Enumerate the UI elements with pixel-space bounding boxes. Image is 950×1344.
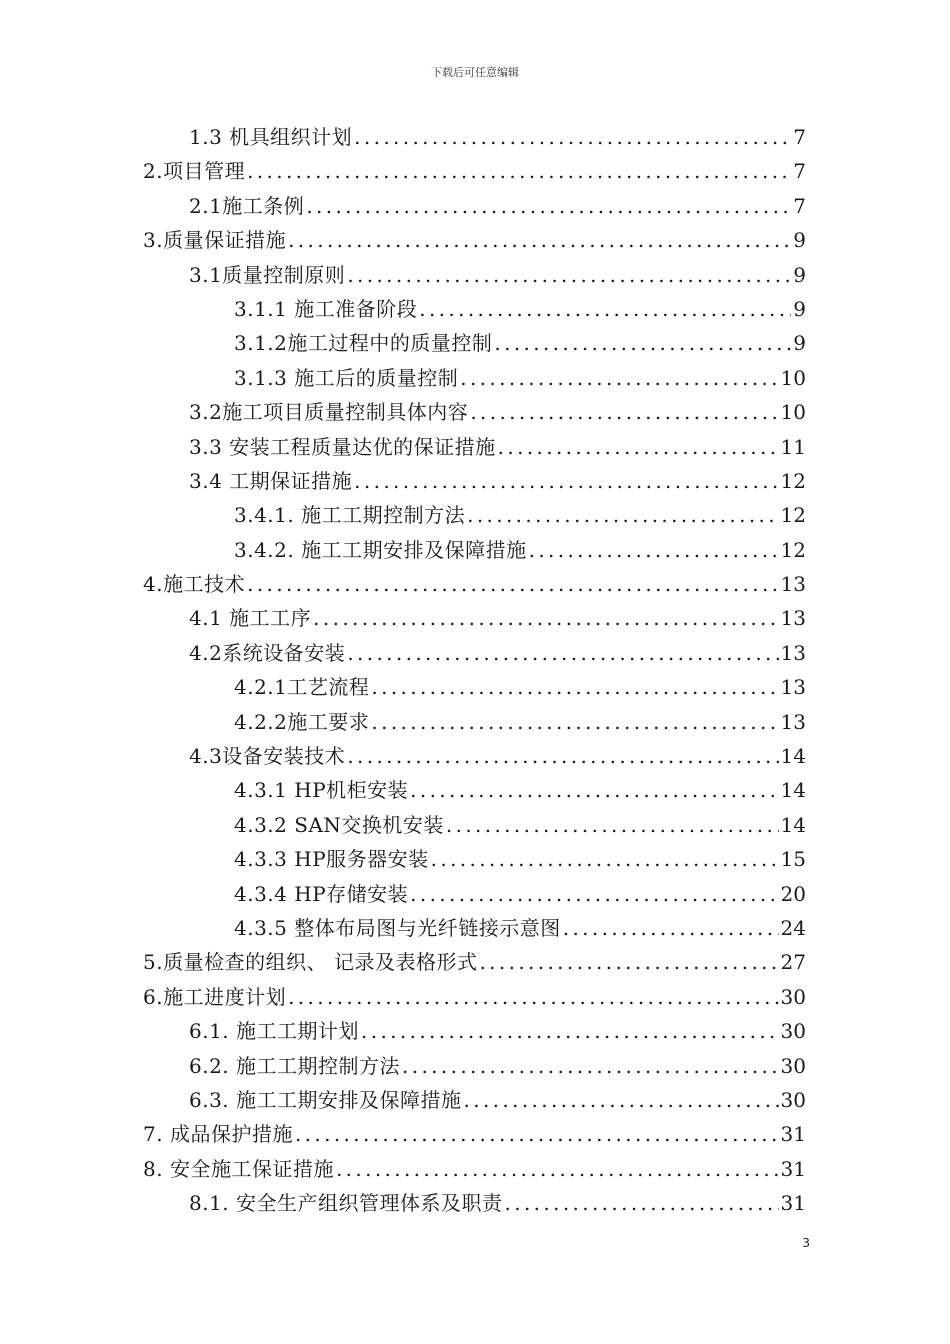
toc-entry-title: 3.4.2. 施工工期安排及保障措施: [234, 537, 527, 562]
toc-dot-leader: [306, 189, 791, 223]
toc-entry[interactable]: [143, 705, 806, 739]
toc-entry[interactable]: [143, 1049, 806, 1083]
toc-entry-page: 10: [780, 400, 806, 425]
toc-entry-page: 24: [780, 915, 806, 940]
toc-entry[interactable]: [143, 808, 806, 842]
toc-dot-leader: [402, 1049, 779, 1083]
toc-dot-leader: [467, 498, 778, 532]
toc-entry[interactable]: [143, 361, 806, 395]
toc-entry[interactable]: [143, 464, 806, 498]
toc-entry[interactable]: [143, 1014, 806, 1048]
toc-entry-title: 4.3设备安装技术: [189, 744, 346, 769]
toc-dot-leader: [470, 395, 778, 429]
toc-entry-title: 4.2系统设备安装: [189, 640, 346, 665]
toc-entry-page: 7: [793, 159, 806, 184]
toc-entry-title: 3.4.1. 施工工期控制方法: [234, 503, 466, 528]
toc-dot-leader: [288, 980, 778, 1014]
toc-entry-title: 7. 成品保护措施: [143, 1122, 293, 1147]
toc-entry-title: 3.1.2施工过程中的质量控制: [234, 331, 493, 356]
toc-entry-title: 4.1 施工工序: [189, 606, 312, 631]
toc-entry-title: 3.4 工期保证措施: [189, 468, 353, 493]
toc-entry[interactable]: [143, 430, 806, 464]
toc-dot-leader: [505, 1186, 779, 1220]
toc-entry[interactable]: [143, 223, 806, 257]
toc-entry-page: 14: [780, 744, 806, 769]
toc-entry-page: 31: [780, 1191, 806, 1216]
toc-entry-page: 13: [780, 640, 806, 665]
toc-entry-page: 30: [780, 1019, 806, 1044]
toc-entry[interactable]: [143, 945, 806, 979]
toc-entry[interactable]: [143, 773, 806, 807]
toc-entry[interactable]: [143, 842, 806, 876]
toc-entry-page: 7: [793, 193, 806, 218]
toc-entry-title: 4.施工技术: [143, 572, 246, 597]
toc-entry-title: 4.2.1工艺流程: [234, 675, 370, 700]
toc-entry-title: 4.3.2 SAN交换机安装: [234, 812, 444, 837]
toc-dot-leader: [563, 911, 779, 945]
toc-dot-leader: [446, 808, 779, 842]
toc-dot-leader: [247, 154, 791, 188]
toc-entry[interactable]: [143, 1152, 806, 1186]
toc-entry-page: 13: [780, 675, 806, 700]
toc-dot-leader: [410, 877, 778, 911]
toc-entry-title: 2.1施工条例: [189, 193, 305, 218]
toc-entry-page: 9: [793, 228, 806, 253]
toc-entry-page: 10: [780, 365, 806, 390]
toc-entry[interactable]: [143, 670, 806, 704]
toc-dot-leader: [288, 223, 791, 257]
toc-entry-page: 14: [780, 778, 806, 803]
toc-entry-page: 12: [780, 503, 806, 528]
toc-dot-leader: [336, 1152, 779, 1186]
toc-entry-title: 4.3.5 整体布局图与光纤链接示意图: [234, 915, 561, 940]
toc-entry[interactable]: [143, 567, 806, 601]
page-number: 3: [802, 1236, 810, 1250]
toc-entry-title: 6.2. 施工工期控制方法: [189, 1053, 401, 1078]
toc-entry[interactable]: [143, 1186, 806, 1220]
toc-entry[interactable]: [143, 877, 806, 911]
toc-dot-leader: [295, 1117, 779, 1151]
toc-dot-leader: [371, 670, 778, 704]
toc-dot-leader: [479, 945, 778, 979]
toc-entry-page: 11: [780, 434, 806, 459]
toc-dot-leader: [431, 842, 779, 876]
toc-dot-leader: [494, 326, 791, 360]
toc-entry-title: 4.3.1 HP机柜安装: [234, 778, 409, 803]
toc-dot-leader: [498, 430, 779, 464]
toc-dot-leader: [354, 120, 791, 154]
toc-entry[interactable]: [143, 1117, 806, 1151]
toc-entry-page: 7: [793, 125, 806, 149]
toc-dot-leader: [529, 533, 779, 567]
toc-entry-title: 3.1.1 施工准备阶段: [234, 296, 418, 321]
toc-entry[interactable]: [143, 498, 806, 532]
toc-dot-leader: [354, 464, 778, 498]
toc-entry-title: 3.3 安装工程质量达优的保证措施: [189, 434, 496, 459]
toc-dot-leader: [419, 292, 791, 326]
toc-entry-page: 30: [780, 984, 806, 1009]
toc-entry[interactable]: [143, 395, 806, 429]
toc-entry-page: 13: [780, 572, 806, 597]
toc-entry-page: 9: [793, 331, 806, 356]
toc-entry[interactable]: [143, 120, 806, 154]
toc-entry-page: 30: [780, 1053, 806, 1078]
toc-dot-leader: [313, 601, 778, 635]
toc-entry-title: 4.3.4 HP存储安装: [234, 881, 409, 906]
toc-entry-title: 6.3. 施工工期安排及保障措施: [189, 1087, 462, 1112]
toc-entry-title: 3.2施工项目质量控制具体内容: [189, 400, 469, 425]
toc-dot-leader: [460, 361, 778, 395]
toc-entry-title: 3.1质量控制原则: [189, 262, 346, 287]
toc-entry[interactable]: [143, 636, 806, 670]
toc-entry-page: 30: [780, 1087, 806, 1112]
toc-entry[interactable]: [143, 189, 806, 223]
toc-entry[interactable]: [143, 258, 806, 292]
toc-entry[interactable]: [143, 1083, 806, 1117]
toc-dot-leader: [347, 636, 778, 670]
toc-dot-leader: [247, 567, 778, 601]
table-of-contents: [143, 120, 806, 1221]
toc-entry-page: 31: [780, 1122, 806, 1147]
toc-dot-leader: [347, 258, 791, 292]
toc-entry-page: 13: [780, 606, 806, 631]
toc-entry[interactable]: [143, 154, 806, 188]
toc-entry-title: 6.1. 施工工期计划: [189, 1019, 360, 1044]
toc-entry[interactable]: [143, 739, 806, 773]
toc-entry[interactable]: [143, 326, 806, 360]
toc-dot-leader: [371, 705, 778, 739]
toc-entry-page: 27: [780, 950, 806, 975]
toc-entry-page: 20: [780, 881, 806, 906]
toc-entry-page: 12: [780, 468, 806, 493]
toc-entry-title: 1.3 机具组织计划: [189, 125, 353, 149]
toc-dot-leader: [410, 773, 778, 807]
toc-entry[interactable]: [143, 911, 806, 945]
toc-entry-title: 6.施工进度计划: [143, 984, 287, 1009]
toc-entry-title: 3.质量保证措施: [143, 228, 287, 253]
toc-entry-page: 9: [793, 262, 806, 287]
toc-entry-title: 2.项目管理: [143, 159, 246, 184]
toc-entry-page: 13: [780, 709, 806, 734]
toc-entry-page: 31: [780, 1156, 806, 1181]
page-header: 下载后可任意编辑: [431, 66, 519, 79]
toc-entry-title: 4.3.3 HP服务器安装: [234, 847, 429, 872]
toc-entry-title: 8. 安全施工保证措施: [143, 1156, 334, 1181]
toc-entry-title: 4.2.2施工要求: [234, 709, 370, 734]
toc-entry-title: 8.1. 安全生产组织管理体系及职责: [189, 1191, 503, 1216]
toc-dot-leader: [464, 1083, 779, 1117]
toc-entry[interactable]: [143, 980, 806, 1014]
toc-entry[interactable]: [143, 292, 806, 326]
toc-entry-page: 15: [780, 847, 806, 872]
toc-dot-leader: [361, 1014, 779, 1048]
toc-entry-title: 3.1.3 施工后的质量控制: [234, 365, 459, 390]
toc-entry-page: 12: [780, 537, 806, 562]
toc-entry[interactable]: [143, 533, 806, 567]
toc-dot-leader: [347, 739, 778, 773]
toc-entry[interactable]: [143, 601, 806, 635]
toc-entry-title: 5.质量检查的组织、 记录及表格形式: [143, 950, 478, 975]
toc-entry-page: 9: [793, 296, 806, 321]
toc-entry-page: 14: [780, 812, 806, 837]
